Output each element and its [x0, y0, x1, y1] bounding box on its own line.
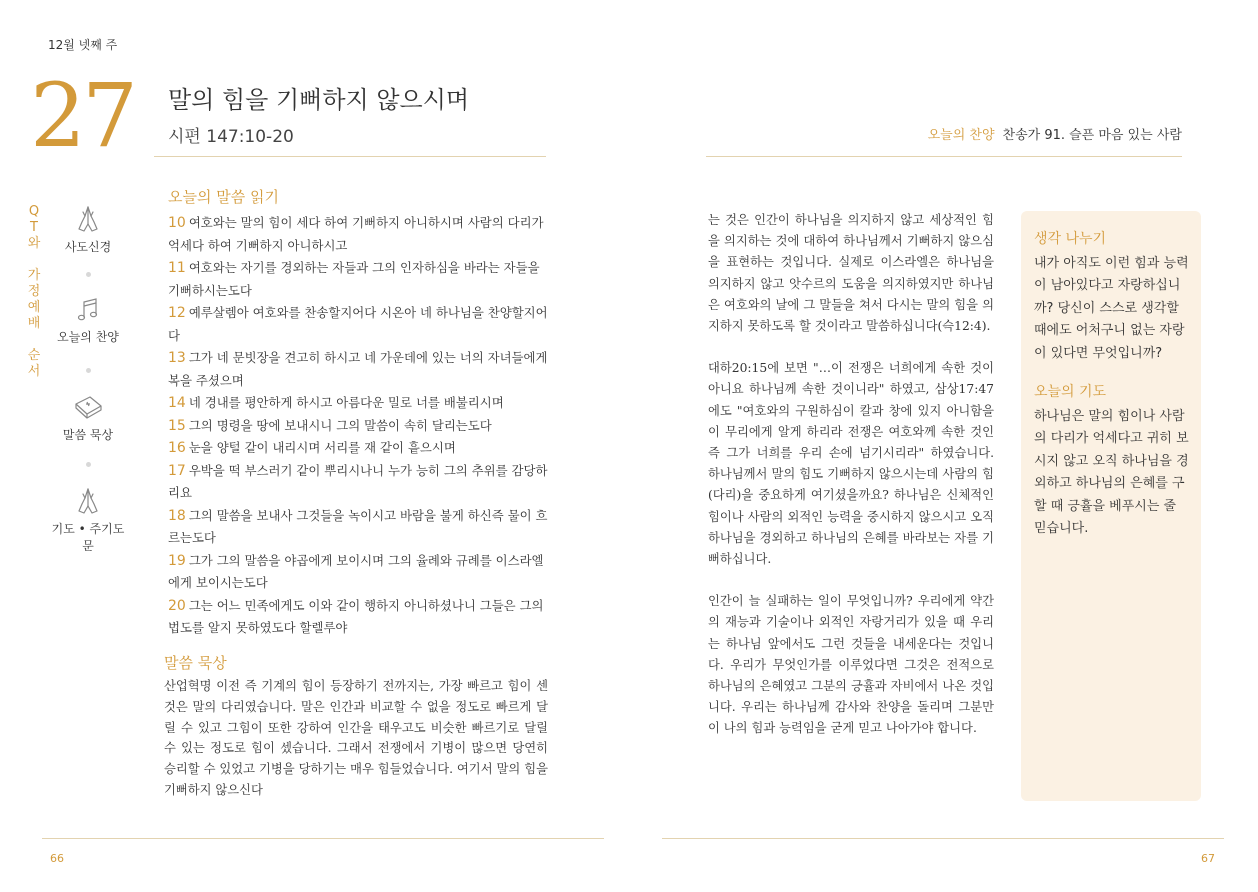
music-note-icon: [74, 296, 102, 324]
prayer-heading: 오늘의 기도: [1034, 384, 1107, 400]
verse-text: 여호와는 말의 힘이 세다 하여 기뻐하지 아니하시며 사람의 다리가 억세다 하여 기뻐하지 아니하시고: [168, 215, 544, 253]
paragraph: 는 것은 인간이 하나님을 의지하지 않고 세상적인 힘을 의지하는 것에 대하여 하나님께서 기뻐하지 않으심을 표현하는 것입니다. 실제로 이스라엘은 하나님을 의지하지 않고 앗수르의 도움을 의지하였지만 하나님은 여호와의 날에 그 말들을 쳐서 다시는 말의 힘을 의지하지 못하도록 할 것이라고 말씀하십니다(슥12:4).: [708, 213, 994, 334]
verse-number: 12: [168, 305, 186, 321]
prayer-text: 하나님은 말의 힘이나 사람의 다리가 억세다고 귀히 보시지 않고 오직 하나님을 경외하고 하나님의 은혜를 구할 때 긍휼을 베푸시는 줄 믿습니다.: [1034, 408, 1189, 536]
meditation-text: 산업혁명 이전 즉 기계의 힘이 등장하기 전까지는, 가장 빠르고 힘이 센 것은 말의 다리였습니다. 말은 인간과 비교할 수 없을 정도로 빠르게 달릴 수 있고 그힘이 또한 강하여 인간을 태우고도 비슷한 빠르기로 달릴 수 있는 정도로 힘이 셌습니다. 그래서 전쟁에서 기병이 많으면 당연히 승리할 수 있었고 기병을 당하기는 매우 힘들었습니다. 여기서 말의 힘을 기뻐하지 않으신다: [164, 679, 548, 797]
verse-number: 10: [168, 215, 186, 231]
page-number-right: 67: [1201, 852, 1215, 865]
verse-text: 네 경내를 평안하게 하시고 아름다운 밀로 너를 배불리시며: [188, 395, 504, 410]
verse-text: 눈을 양털 같이 내리시며 서리를 재 같이 흩으시며: [188, 440, 456, 455]
verse-item: [168, 212, 548, 257]
verse-text: 우박을 떡 부스러기 같이 뿌리시나니 누가 능히 그의 추위를 감당하리요: [168, 462, 548, 500]
verse-number: 15: [168, 417, 186, 434]
verse-item: [168, 415, 548, 438]
verse-number: 19: [168, 552, 186, 569]
hymn-label: 오늘의 찬양: [927, 128, 995, 143]
verse-text: 그의 명령을 땅에 보내시니 그의 말씀이 속히 달리는도다: [188, 417, 492, 433]
meditation-continued: [708, 210, 994, 761]
verse-item: [168, 595, 548, 640]
footer-divider-right: [662, 838, 1224, 839]
sidebar-separator: [86, 368, 91, 373]
header-divider-right: [706, 156, 1182, 157]
verse-item: [168, 550, 548, 595]
page-number-left: 66: [50, 852, 64, 865]
praying-hands-icon: [74, 486, 102, 516]
verse-text: 그가 네 문빗장을 견고히 하시고 네 가운데에 있는 너의 자녀들에게 복을 주셨으며: [168, 350, 548, 388]
header-divider-left: [154, 156, 546, 157]
verse-number: 16: [168, 440, 186, 456]
sidebar-separator: [86, 462, 91, 467]
verse-item: [168, 505, 548, 550]
sidebar-item-hymn: 오늘의 찬양: [50, 296, 126, 345]
verse-number: 13: [168, 350, 186, 366]
sidebar-separator: [86, 272, 91, 277]
day-number: 27: [30, 64, 134, 167]
page-title: 말의 힘을 기뻐하지 않으시며: [168, 86, 470, 114]
verse-number: 14: [168, 395, 186, 411]
verse-item: [168, 347, 548, 392]
verse-list: [168, 212, 548, 640]
meditation-heading: 말씀 묵상: [164, 654, 227, 672]
bible-icon: [72, 392, 104, 422]
paragraph: 인간이 늘 실패하는 일이 무엇입니까? 우리에게 약간의 재능과 기술이나 외적인 자랑거리가 있을 때 우리는 하나님 앞에서도 그런 것들을 내세운다는 것입니다. 우리가 무엇인가를 이루었다면 그것은 전적으로 하나님의 은혜였고 그분의 긍휼과 자비에서 나온 것입니다. 우리는 하나님께 감사와 찬양을 돌리며 그분만이 나의 힘과 능력임을 굳게 믿고 나아가야 합니다.: [708, 594, 994, 736]
footer-divider-left: [42, 838, 604, 839]
week-label: 12월 넷째 주: [48, 38, 118, 52]
verse-item: [168, 257, 548, 302]
sidebar-item-creed: 사도신경: [50, 204, 126, 255]
sidebar-item-prayer: 기도 • 주기도문: [50, 486, 126, 554]
verse-item: [168, 392, 548, 415]
hymn-title: 찬송가 91. 슬픈 마음 있는 사람: [1002, 128, 1182, 143]
verse-number: 11: [168, 260, 186, 276]
verse-item: [168, 460, 548, 505]
praying-hands-icon: [74, 204, 102, 234]
hymn-line: [928, 124, 1182, 143]
qt-vertical-label: Q T 와 가 정 예 배 순 서: [27, 204, 41, 379]
reading-heading: 오늘의 말씀 읽기: [168, 188, 279, 206]
verse-text: 여호와는 자기를 경외하는 자들과 그의 인자하심을 바라는 자들을 기뻐하시는도다: [168, 260, 540, 298]
verse-text: 예루살렘아 여호와를 찬송할지어다 시온아 네 하나님을 찬양할지어다: [168, 305, 548, 343]
verse-item: [168, 302, 548, 347]
verse-item: [168, 437, 548, 460]
verse-number: 20: [168, 597, 186, 614]
scripture-reference: 시편 147:10-20: [168, 127, 294, 147]
reflection-box-content: [1034, 228, 1192, 541]
verse-text: 그의 말씀을 보내사 그것들을 녹이시고 바람을 불게 하신즉 물이 흐르는도다: [168, 507, 548, 545]
paragraph: 대하20:15에 보면 "…이 전쟁은 너희에게 속한 것이 아니요 하나님께 속한 것이니라" 하였고, 삼상17:47에도 "여호와의 구원하심이 칼과 창에 있지 아니함을 이 무리에게 알게 하리라 전쟁은 여호와께 속한 것인즉 그가 너희를 우리 손에 넘기시리라" 하였습니다. 하나님께서 말의 힘도 기뻐하지 않으시는데 사람의 힘(다리)을 중요하게 여기셨을까요? 하나님은 신체적인 힘이나 사람의 외적인 능력을 중시하지 않으시고 오직 하나님을 경외하고 하나님의 은혜를 바라보는 자를 기뻐하십니다.: [708, 361, 994, 567]
verse-number: 17: [168, 462, 186, 479]
verse-number: 18: [168, 507, 186, 524]
sharing-text: 내가 아직도 이런 힘과 능력이 남아있다고 자랑하십니까? 당신이 스스로 생각할 때에도 어처구니 없는 자랑이 있다면 무엇입니까?: [1034, 255, 1189, 361]
sharing-heading: 생각 나누기: [1034, 231, 1107, 247]
sidebar-item-meditation: 말씀 묵상: [50, 392, 126, 443]
verse-text: 그가 그의 말씀을 야곱에게 보이시며 그의 율례와 규례를 이스라엘에게 보이시는도다: [168, 552, 544, 590]
verse-text: 그는 어느 민족에게도 이와 같이 행하지 아니하셨나니 그들은 그의 법도를 알지 못하였도다 할렐루야: [168, 597, 544, 635]
